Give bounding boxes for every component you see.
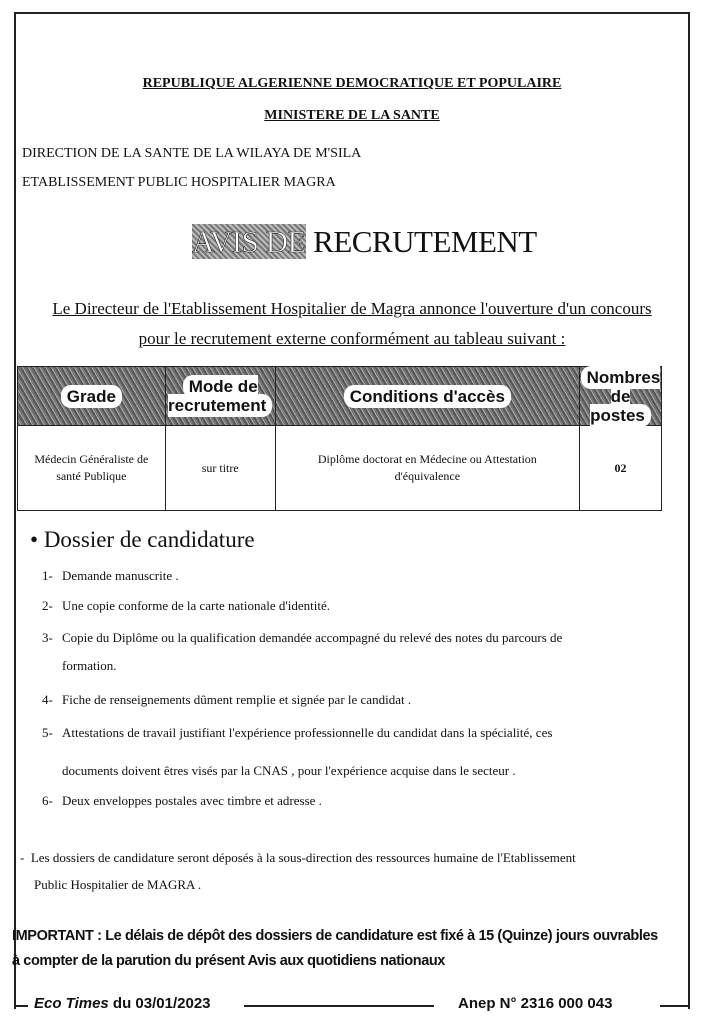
important-line-2: à compter de la parution du présent Avis aux quotidiens nationaux <box>12 953 445 969</box>
footer-rule <box>660 1005 688 1007</box>
dossier-item: 5- Attestations de travail justifiant l'expérience professionnelle du candidat dans la spécialité, ces <box>42 725 553 740</box>
dossier-item: 6- Deux enveloppes postales avec timbre et adresse . <box>42 793 322 808</box>
deposit-note: - Les dossiers de candidature seront déposés à la sous-direction des ressources humaine de l'Etablissement <box>20 850 576 865</box>
header-postes: Nombres de postes <box>579 367 661 426</box>
intro-line-1: Le Directeur de l'Etablissement Hospitalier de Magra annonce l'ouverture d'un concours <box>52 299 652 318</box>
footer-rule <box>14 1005 28 1007</box>
dossier-item: 4- Fiche de renseignements dûment remplie et signée par le candidat . <box>42 692 412 707</box>
table-row <box>18 426 662 511</box>
important-line-1: IMPORTANT : Le délais de dépôt des dossiers de candidature est fixé à 15 (Quinze) jours ouvrables <box>12 928 658 944</box>
republic-heading: REPUBLIQUE ALGERIENNE DEMOCRATIQUE ET POPULAIRE <box>142 76 562 91</box>
deposit-note-continued: Public Hospitalier de MAGRA . <box>34 877 202 892</box>
cell-postes: 02 <box>579 426 661 511</box>
header-mode: Mode de recrutement <box>165 367 275 426</box>
title-highlight: AVIS DE <box>192 224 306 259</box>
recruitment-table <box>17 366 662 511</box>
dossier-item: 2- Une copie conforme de la carte nationale d'identité. <box>42 598 330 613</box>
cell-conditions: Diplôme doctorat en Médecine ou Attestation d'équivalence <box>275 426 579 511</box>
dossier-heading: • Dossier de candidature <box>30 527 255 552</box>
dossier-item-continued: documents doivent êtres visés par la CNAS , pour l'expérience acquise dans le secteur . <box>62 763 516 778</box>
dossier-item: 1- Demande manuscrite . <box>42 568 179 583</box>
dossier-item-continued: formation. <box>62 658 117 673</box>
footer-rule <box>244 1005 434 1007</box>
footer-anep: Anep N° 2316 000 043 <box>458 995 613 1012</box>
footer-source: Eco Times du 03/01/2023 <box>34 995 211 1012</box>
cell-mode: sur titre <box>165 426 275 511</box>
notice-title <box>192 224 537 260</box>
ministry-heading: MINISTERE DE LA SANTE <box>264 108 440 123</box>
table-header-row <box>18 367 662 426</box>
intro-line-2: pour le recrutement externe conformément au tableau suivant : <box>138 329 566 348</box>
header-conditions: Conditions d'accès <box>275 367 579 426</box>
title-rest: RECRUTEMENT <box>305 224 537 259</box>
cell-grade: Médecin Généraliste de santé Publique <box>18 426 166 511</box>
establishment-line: ETABLISSEMENT PUBLIC HOSPITALIER MAGRA <box>22 175 336 190</box>
dossier-item: 3- Copie du Diplôme ou la qualification demandée accompagné du relevé des notes du parcours de <box>42 630 563 645</box>
direction-line: DIRECTION DE LA SANTE DE LA WILAYA DE M'SILA <box>22 146 362 161</box>
header-grade: Grade <box>18 367 166 426</box>
